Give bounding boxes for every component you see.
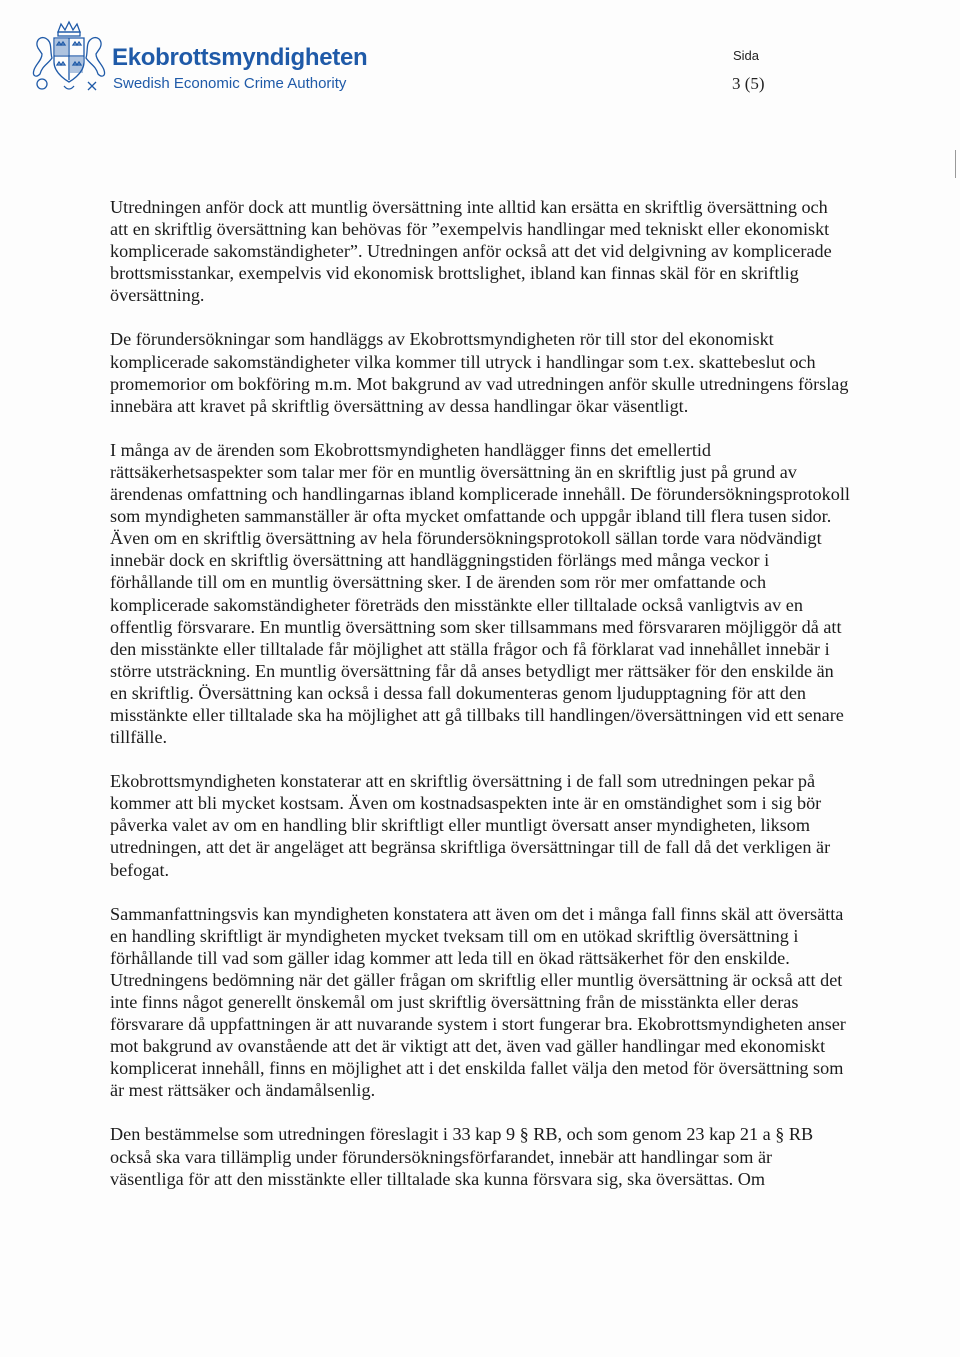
document-body bbox=[110, 196, 850, 1212]
margin-mark bbox=[955, 150, 956, 178]
paragraph: Den bestämmelse som utredningen föreslagit i 33 kap 9 § RB, och som genom 23 kap 21 a § RB också ska vara tillämplig under förundersökningsförfarandet, innebär att handlingar som är väsentliga för att den misstänkte eller tilltalade ska kunna försvara sig, ska översättas. Om bbox=[110, 1124, 814, 1189]
organization-subtitle: Swedish Economic Crime Authority bbox=[113, 75, 347, 92]
paragraph: Sammanfattningsvis kan myndigheten konstatera att även om det i många fall finns skäl att översätta en handling skriftligt är myndigheten mycket tveksam till om en utökad skriftlig översättning i förhållande till vad som gäller idag kommer att leda till en ökad rättsäkerhet för den enskilde. Utredningens bedömning när det gäller frågan om skriftlig eller muntlig översättning är också att det inte finns något generellt önskemål om just skriftlig översättning från de misstänkta eller deras försvarare då uppfattningen är att nuvarande system i stort fungerar bra. Ekobrottsmyndigheten anser mot bakgrund av ovanstående att det är viktigt att det, även vad gäller handlingar med ekonomiskt komplicerat innehåll, finns en möjlighet att i det enskilda fallet välja den metod för översättning som är mest rättsäker och ändamålsenlig. bbox=[110, 903, 846, 1101]
organization-name: Ekobrottsmyndigheten bbox=[112, 44, 368, 71]
paragraph: Utredningen anför dock att muntlig översättning inte alltid kan ersätta en skriftlig översättning och att en skriftlig översättning kan behövas för ”exempelvis handlingar med tekniskt eller ekonomiskt komplicerade sakomständigheter”. Utredningen anför också att det vid delgivning av komplicerade brottsmisstankar, exempelvis vid ekonomisk brottslighet, ibland kan finnas skäl för en skriftlig översättning. bbox=[110, 197, 832, 306]
letterhead bbox=[28, 18, 928, 98]
swedish-coat-of-arms-icon bbox=[28, 18, 110, 96]
paragraph: Ekobrottsmyndigheten konstaterar att en skriftlig översättning i de fall som utredningen pekar på kommer att bli mycket kostsam. Även om kostnadsaspekten inte är en omständighet som i sig bör påverka valet av om en handling blir skriftligt eller muntligt översatt anser myndigheten, liksom utredningen, att det är angeläget att begränsa skriftliga översättningar till de fall då det verkligen är befogat. bbox=[110, 771, 831, 880]
page-label: Sida bbox=[733, 48, 760, 63]
paragraph: De förundersökningar som handläggs av Ekobrottsmyndigheten rör till stor del ekonomiskt komplicerade sakomständigheter vilka kommer till utryck i handlingar som t.ex. skattebeslut och promemorior om bokföring m.m. Mot bakgrund av vad utredningen anför skulle utredningens förslag innebära att kravet på skriftlig översättning av dessa handlingar ökar väsentligt. bbox=[110, 329, 849, 416]
page-number: 3 (5) bbox=[732, 74, 765, 93]
paragraph: I många av de ärenden som Ekobrottsmyndigheten handlägger finns det emellertid rättsäkerhetsaspekter som talar mer för en muntlig översättning än en skriftlig just på grund av ärendenas omfattning och handlingarnas ibland komplicerade innehåll. De förundersökningsprotokoll som myndigheten sammanställer är ofta mycket omfattande och uppgår ibland till flera tusen sidor. Även om en skriftlig översättning av hela förundersökningsprotokoll sällan torde vara nödvändigt innebär dock en skriftlig översättning att handläggningstiden förlängs med många veckor i förhållande till om en muntlig översättning sker. I de ärenden som rör mer omfattande och komplicerade sakomständigheter företräds den misstänkte eller tilltalade också vanligtvis av en offentlig försvarare. En muntlig översättning som sker tillsammans med försvararen möjliggör då att den misstänkte eller tilltalade får möjlighet att ställa frågor och få förklarat vad innehållet innebär i större utsträckning. En muntlig översättning får då anses betydligt mer rättsäker för den enskilde än en skriftlig. Översättning kan också i dessa fall dokumenteras genom ljudupptagning för att den misstänkte eller tilltalade ska ha möjlighet att gå tillbaks till handlingen/översättningen vid ett senare tillfälle. bbox=[110, 439, 850, 748]
